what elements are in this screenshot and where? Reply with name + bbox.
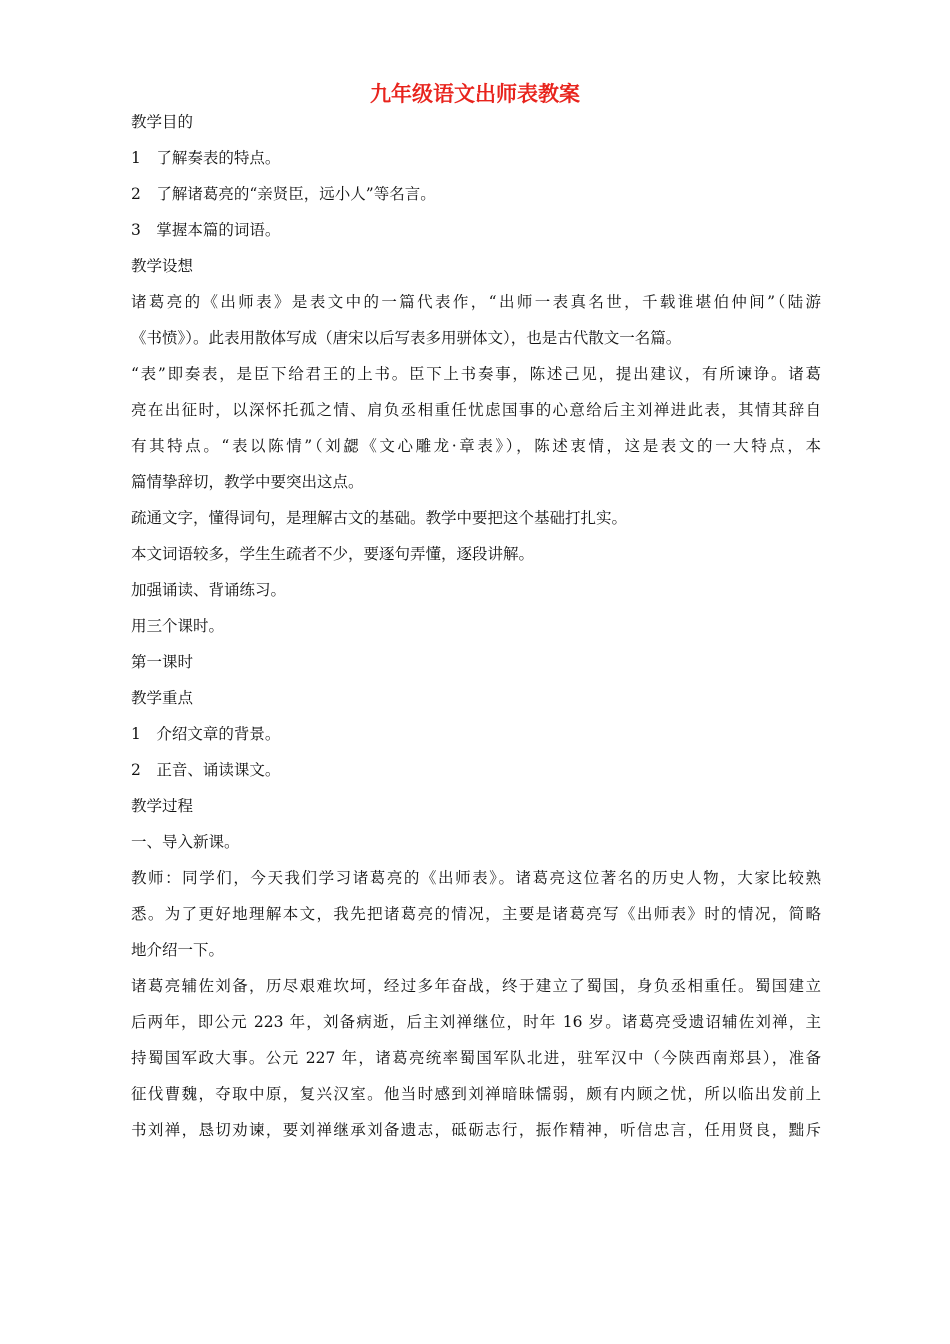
heading-teaching-focus: 教学重点 <box>131 689 194 707</box>
paragraph-line: 地介绍一下。 <box>131 941 225 959</box>
paragraph-line: 本文词语较多，学生生疏者不少，要逐句弄懂，逐段讲解。 <box>131 545 535 563</box>
heading-teaching-objectives: 教学目的 <box>131 113 194 131</box>
focus-item-1: 1 介绍文章的背景。 <box>131 725 281 743</box>
paragraph-line: “表”即奏表，是臣下给君王的上书。臣下上书奏事，陈述己见，提出建议，有所谏诤。诸葛 <box>131 365 821 383</box>
paragraph-line: 征伐曹魏，夺取中原，复兴汉室。他当时感到刘禅暗昧懦弱，颇有内顾之忧，所以临出发前上 <box>131 1085 821 1103</box>
paragraph-line: 教师：同学们，今天我们学习诸葛亮的《出师表》。诸葛亮这位著名的历史人物，大家比较熟 <box>131 869 821 887</box>
paragraph-line: 持蜀国军政大事。公元 227 年，诸葛亮统率蜀国军队北进，驻军汉中（今陕西南郑县），准备 <box>131 1049 821 1067</box>
paragraph-line: 诸葛亮的《出师表》是表文中的一篇代表作，“出师一表真名世，千载谁堪伯仲间”（陆游 <box>131 293 821 311</box>
objective-item-1: 1 了解奏表的特点。 <box>131 149 281 167</box>
objective-item-2: 2 了解诸葛亮的“亲贤臣，远小人”等名言。 <box>131 185 436 203</box>
paragraph-line: 疏通文字，懂得词句，是理解古文的基础。教学中要把这个基础打扎实。 <box>131 509 628 527</box>
document-body <box>131 104 821 1148</box>
heading-first-lesson: 第一课时 <box>131 653 194 671</box>
paragraph-line: 悉。为了更好地理解本文，我先把诸葛亮的情况，主要是诸葛亮写《出师表》时的情况，简略 <box>131 905 821 923</box>
heading-teaching-process: 教学过程 <box>131 797 194 815</box>
paragraph-line: 《书愤》）。此表用散体写成（唐宋以后写表多用骈体文），也是古代散文一名篇。 <box>131 329 682 347</box>
section-heading-intro: 一、导入新课。 <box>131 833 240 851</box>
document-title: 九年级语文出师表教案 <box>370 82 580 106</box>
paragraph-line: 篇情挚辞切，教学中要突出这点。 <box>131 473 364 491</box>
paragraph-line: 书刘禅，恳切劝谏，要刘禅继承刘备遗志，砥砺志行，振作精神，听信忠言，任用贤良，黜斥 <box>131 1121 821 1139</box>
paragraph-line: 有其特点。“表以陈情”（刘勰《文心雕龙·章表》），陈述衷情，这是表文的一大特点，本 <box>131 437 821 455</box>
paragraph-line: 后两年，即公元 223 年，刘备病逝，后主刘禅继位，时年 16 岁。诸葛亮受遗诏辅佐刘禅，主 <box>131 1013 821 1031</box>
paragraph-line: 加强诵读、背诵练习。 <box>131 581 287 599</box>
paragraph-line: 亮在出征时，以深怀托孤之情、肩负丞相重任忧虑国事的心意给后主刘禅进此表，其情其辞自 <box>131 401 821 419</box>
paragraph-line: 用三个课时。 <box>131 617 225 635</box>
focus-item-2: 2 正音、诵读课文。 <box>131 761 281 779</box>
paragraph-line: 诸葛亮辅佐刘备，历尽艰难坎坷，经过多年奋战，终于建立了蜀国，身负丞相重任。蜀国建立 <box>131 977 821 995</box>
heading-teaching-plan: 教学设想 <box>131 257 194 275</box>
objective-item-3: 3 掌握本篇的词语。 <box>131 221 281 239</box>
